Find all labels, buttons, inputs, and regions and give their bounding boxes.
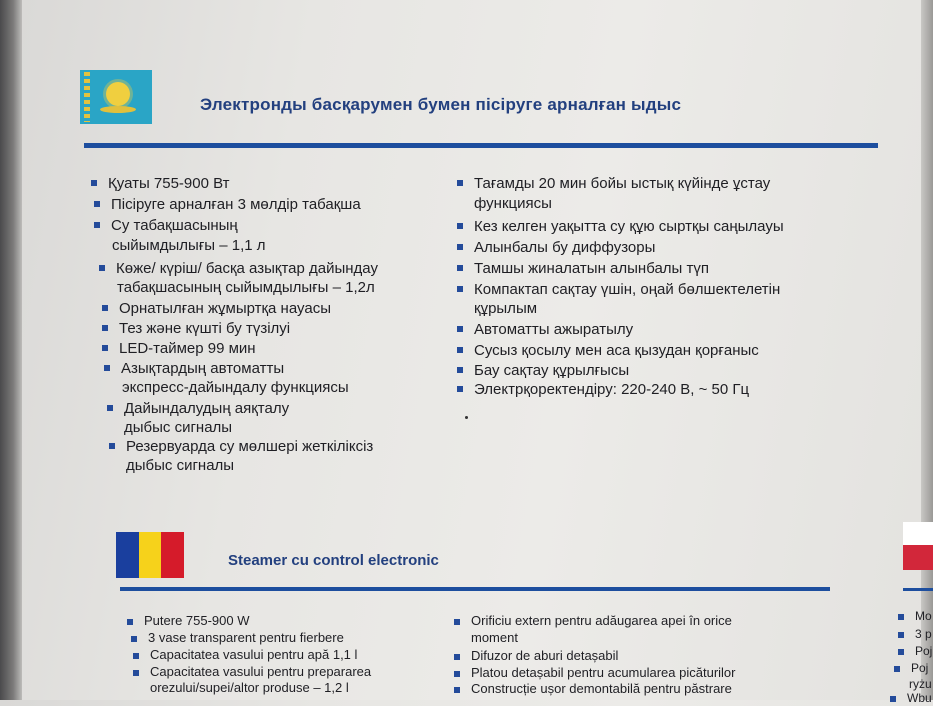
list-item: Mo: [915, 608, 932, 624]
list-item-continuation: дыбыс сигналы: [124, 419, 233, 436]
list-item: Көже/ күріш/ басқа азықтар дайындау: [116, 259, 378, 278]
list-item-continuation: ryżu: [909, 677, 932, 691]
bullet-square-icon: [94, 222, 100, 228]
list-item: Тез және күшті бу түзілуі: [119, 319, 290, 338]
bullet-square-icon: [898, 649, 904, 655]
bullet-square-icon: [454, 619, 460, 625]
list-item: Резервуарда су мөлшері жеткіліксіз: [126, 437, 373, 456]
list-item: Difuzor de aburi detașabil: [471, 648, 618, 664]
list-item: Автоматты ажыратылу: [474, 320, 633, 339]
list-item: Сусыз қосылу мен аса қызудан қорғаныс: [474, 341, 759, 360]
pl-divider: [903, 588, 933, 591]
list-item: Кез келген уақытта су құю сыртқы саңылауы: [474, 217, 784, 236]
bullet-square-icon: [457, 223, 463, 229]
box-right-edge: [921, 0, 933, 700]
list-item: Азықтардың автоматты: [121, 359, 284, 378]
list-item-continuation: функциясы: [474, 195, 552, 212]
flag-stripe-red: [161, 532, 184, 578]
bullet-square-icon: [102, 325, 108, 331]
bullet-square-icon: [127, 619, 133, 625]
flag-ornament: [84, 72, 90, 122]
ro-divider: [120, 587, 830, 591]
list-item: Тамшы жиналатын алынбалы түп: [474, 259, 709, 278]
flag-sun: [106, 82, 130, 106]
bullet-square-icon: [99, 265, 105, 271]
flag-stripe-blue: [116, 532, 139, 578]
kazakhstan-flag-icon: [80, 70, 152, 124]
list-item-continuation: moment: [471, 630, 518, 645]
list-item-continuation: экспресс-дайындалу функциясы: [122, 379, 349, 396]
bullet-square-icon: [457, 244, 463, 250]
bullet-square-icon: [457, 347, 463, 353]
bullet-square-icon: [457, 286, 463, 292]
list-item: Электрқоректендіру: 220-240 В, ~ 50 Гц: [474, 380, 749, 399]
list-item: Capacitatea vasului pentru apă 1,1 l: [150, 647, 357, 663]
flag-stripe-yellow: [139, 532, 162, 578]
list-item: Орнатылған жұмыртқа науасы: [119, 299, 331, 318]
list-item: Poj: [911, 660, 928, 676]
ro-section-title: Steamer cu control electronic: [228, 552, 439, 569]
bullet-square-icon: [454, 654, 460, 660]
list-item: Orificiu extern pentru adăugarea apei în orice: [471, 613, 732, 629]
romania-flag-icon: [116, 532, 184, 578]
list-item: Қуаты 755-900 Вт: [108, 174, 230, 193]
list-item: Putere 755-900 W: [144, 613, 250, 629]
list-item: Дайындалудың аяқталу: [124, 399, 289, 418]
list-item: Компактап сақтау үшін, оңай бөлшектелетін: [474, 280, 780, 299]
list-item: 3 p: [915, 626, 932, 642]
list-item-continuation: құрылым: [474, 300, 538, 317]
list-item: Су табақшасының: [111, 216, 238, 235]
bullet-square-icon: [91, 180, 97, 186]
list-item: Wbu: [907, 690, 932, 706]
bullet-square-icon: [454, 687, 460, 693]
bullet-square-icon: [94, 201, 100, 207]
print-speck: [465, 416, 468, 419]
list-item: LED-таймер 99 мин: [119, 339, 256, 358]
list-item: 3 vase transparent pentru fierbere: [148, 630, 344, 646]
list-item: Construcție ușor demontabilă pentru păstrare: [471, 681, 732, 697]
bullet-square-icon: [133, 670, 139, 676]
kz-section-title: Электронды басқарумен бумен пісіруге арналған ыдыс: [200, 95, 682, 114]
list-item: Capacitatea vasului pentru prepararea: [150, 664, 371, 680]
bullet-square-icon: [898, 614, 904, 620]
bullet-square-icon: [102, 305, 108, 311]
bullet-square-icon: [107, 405, 113, 411]
list-item: Poj: [915, 643, 932, 659]
bullet-square-icon: [457, 265, 463, 271]
bullet-square-icon: [898, 632, 904, 638]
list-item: Бау сақтау құрылғысы: [474, 361, 629, 380]
list-item-continuation: табақшасының сыйымдылығы – 1,2л: [117, 279, 375, 296]
bullet-square-icon: [890, 696, 896, 702]
box-shadow-edge: [0, 0, 22, 700]
list-item: Platou detașabil pentru acumularea picăturilor: [471, 665, 736, 681]
list-item-continuation: сыйымдылығы – 1,1 л: [112, 237, 266, 254]
flag-eagle: [100, 106, 136, 113]
list-item-continuation: orezului/supei/altor produse – 1,2 l: [150, 680, 349, 695]
bullet-square-icon: [104, 365, 110, 371]
poland-flag-icon: [903, 522, 933, 570]
bullet-square-icon: [109, 443, 115, 449]
bullet-square-icon: [457, 326, 463, 332]
list-item-continuation: дыбыс сигналы: [126, 457, 235, 474]
bullet-square-icon: [102, 345, 108, 351]
list-item: Пісіруге арналған 3 мөлдір табақша: [111, 195, 361, 214]
list-item: Тағамды 20 мин бойы ыстық күйінде ұстау: [474, 174, 770, 193]
bullet-square-icon: [454, 671, 460, 677]
list-item: Алынбалы бу диффузоры: [474, 238, 655, 257]
bullet-square-icon: [894, 666, 900, 672]
bullet-square-icon: [457, 180, 463, 186]
kz-divider: [84, 143, 878, 148]
bullet-square-icon: [457, 367, 463, 373]
bullet-square-icon: [457, 386, 463, 392]
bullet-square-icon: [133, 653, 139, 659]
bullet-square-icon: [131, 636, 137, 642]
